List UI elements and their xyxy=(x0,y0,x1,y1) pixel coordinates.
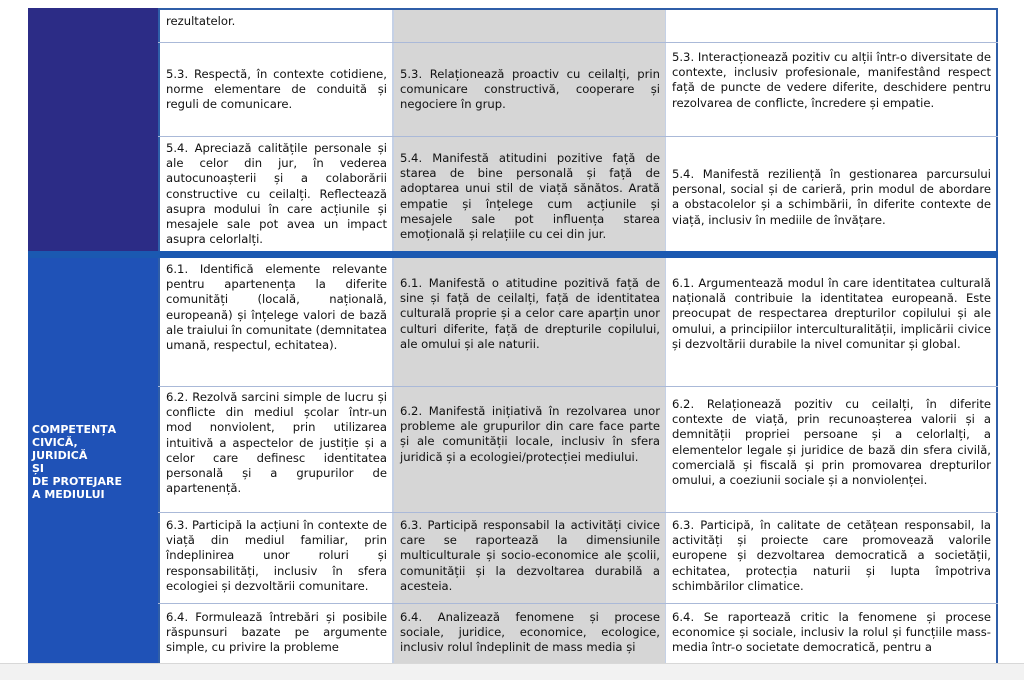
cell-primary: 6.4. Formulează întrebări și posibile răspunsuri bazate pe argumente simple, cu privire la probleme xyxy=(158,604,393,668)
table-row xyxy=(158,258,998,386)
cell-gymnasium: 6.3. Participă responsabil la activități civice care se raportează la dimensiunile multiculturale și socio-economice ale școlii, comunității și la dezvoltarea durabilă a acesteia. xyxy=(393,513,666,603)
cell-primary: 5.3. Respectă, în contexte cotidiene, norme elementare de conduită și reguli de comunicare. xyxy=(158,43,393,136)
cell-highschool: 5.3. Interacționează pozitiv cu alții într-o diversitate de contexte, inclusiv profesionale, manifestând respect față de puncte de vedere diferite, deschidere pentru rezolvarea de conflicte, încredere și empatie. xyxy=(666,43,998,136)
cell-highschool: 6.4. Se raportează critic la fenomene și procese economice și sociale, inclusiv la rolul și funcțiile mass-media într-o societate democratică, pentru a xyxy=(666,604,998,668)
table-row xyxy=(158,10,998,42)
section-sidebar-personal xyxy=(28,8,158,251)
cell-gymnasium: 5.4. Manifestă atitudini pozitive față de starea de bine personală și față de adoptarea unui stil de viață sănătos. Arată empatie și înțelege cum acțiunile și mesajele sale pot influența starea emoțională și relațiile cu cei din jur. xyxy=(393,137,666,251)
cell-highschool: 6.3. Participă, în calitate de cetățean responsabil, la activități și proiecte care promovează valorile europene și dezvoltarea democratică a societății, echitatea, protecția naturii și lupta împotriva schimbărilor climatice. xyxy=(666,513,998,603)
cell-primary: 6.2. Rezolvă sarcini simple de lucru și conflicte din mediul școlar într-un mod nonviolent, prin utilizarea intuitivă a aspectelor de justiție și a celor care definesc identitatea personală și a grupurilor de apartenență. xyxy=(158,387,393,512)
table-row xyxy=(158,604,998,668)
cell-gymnasium: 6.2. Manifestă inițiativă în rezolvarea unor probleme ale grupurilor din care face parte și ale comunității locale, inclusiv în sfera juridică și a ecologiei/protecției mediului. xyxy=(393,387,666,512)
section-label: COMPETENȚA CIVICĂ, JURIDICĂ ȘI DE PROTEJARE A MEDIULUI xyxy=(32,423,122,501)
cell-gymnasium: 6.1. Manifestă o atitudine pozitivă față de sine și față de ceilalți, față de identitatea culturală proprie și a celor care aparțin unor culturi diferite, față de drepturile copilului, ale omului și ale naturii. xyxy=(393,258,666,386)
cell-primary: 6.1. Identifică elemente relevante pentru apartenența la diferite comunități (locală, națională, europeană) și înțelege valori de bază ale traiului în comunitate (demnitatea umană, respectul, echitatea). xyxy=(158,258,393,386)
table-row xyxy=(158,43,998,136)
cell-primary: 5.4. Apreciază calitățile personale și ale celor din jur, în vederea autocunoașterii și a colaborării constructive cu ceilalți. Reflectează asupra modului în care acțiunile și mesajele sale pot avea un impact asupra celorlalți. xyxy=(158,137,393,251)
cell-gymnasium xyxy=(393,10,666,42)
cell-gymnasium: 6.4. Analizează fenomene și procese sociale, juridice, economice, ecologice, inclusiv rolul îndeplinit de mass media și xyxy=(393,604,666,668)
cell-primary: 6.3. Participă la acțiuni în contexte de viață din mediul familiar, prin îndeplinirea unor roluri și responsabilități, inclusiv în sfera ecologiei și dezvoltării comunitare. xyxy=(158,513,393,603)
cell-primary: rezultatelor. xyxy=(158,10,393,42)
table-row xyxy=(158,513,998,603)
table-row xyxy=(158,387,998,512)
page-bottom-margin xyxy=(0,663,1024,680)
table-row xyxy=(158,137,998,251)
section-separator xyxy=(28,251,998,258)
cell-highschool: 6.1. Argumentează modul în care identitatea culturală națională contribuie la identitatea europeană. Este preocupat de respectarea drepturilor copilului și ale omului, a principiilor interculturalității, implicării civice și dezvoltării durabile la nivel comunitar și global. xyxy=(666,258,998,386)
cell-gymnasium: 5.3. Relaționează proactiv cu ceilalți, prin comunicare constructivă, cooperare și negociere în grup. xyxy=(393,43,666,136)
cell-highschool: 6.2. Relaționează pozitiv cu ceilalți, în diferite contexte de viață, prin recunoașterea valorii și a demnității propriei persoane și a celorlalți, a elementelor legale și juridice de bază din sfera civilă, comercială și fiscală și prin promovarea drepturilor omului, a coeziunii sociale și a nonviolenței. xyxy=(666,387,998,512)
competency-table xyxy=(28,8,998,668)
section-sidebar-civic xyxy=(28,258,158,668)
cell-highschool: 5.4. Manifestă reziliență în gestionarea parcursului personal, social și de carieră, prin modul de abordare a obstacolelor și a schimbării, în diferite contexte de viață, inclusiv în mediile de învățare. xyxy=(666,137,998,251)
cell-highschool xyxy=(666,10,998,42)
